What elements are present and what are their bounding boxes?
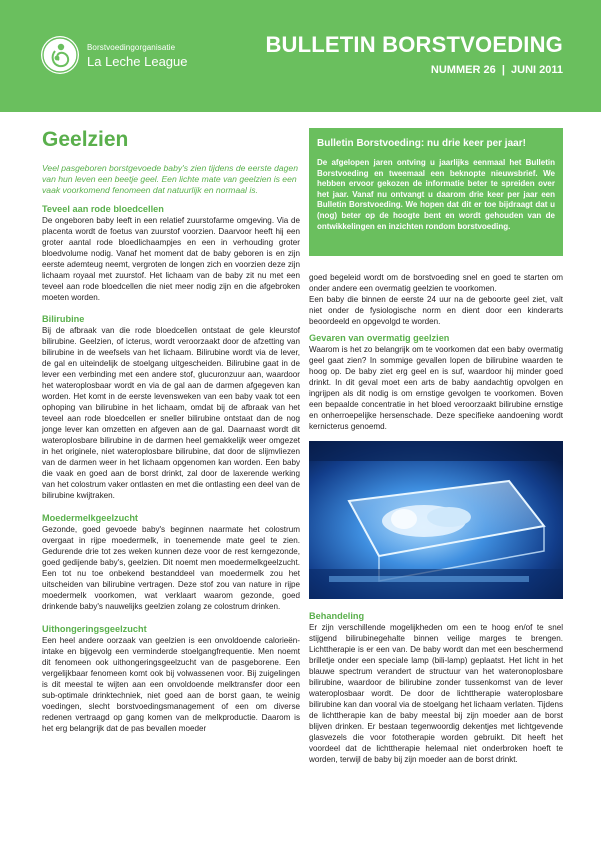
- bulletin-issue: NUMMER 26 | JUNI 2011: [430, 64, 563, 76]
- org-name: La Leche League: [87, 54, 188, 69]
- text-gevaren: Waarom is het zo belangrijk om te voorkomen dat een baby overmatig geel gaat zien? In sommige gevallen lopen de bilirubine waarden te hoog op. De baby ziet erg geel en is suf, waardoor hij minder goed drinkt. In dit geval moet een arts de baby aandachtig opvolgen en ingrijpen als dit nodig is om ernstige gevolgen te voorkomen. Boven een bepaalde concentratie in het bloed veroorzaakt bilirubine ernstige en onherroepelijke hersenschade. Deze specifieke aandoening wordt kernicterus genoemd.: [309, 345, 563, 431]
- heading-rode-bloedcellen: Teveel aan rode bloedcellen: [42, 204, 164, 214]
- text-vervolg-2: Een baby die binnen de eerste 24 uur na de geboorte geel ziet, valt niet onder de fysiologische norm en dient door een kinderarts beoordeeld en opgevolgd te worden.: [309, 295, 563, 326]
- bulletin-title: BULLETIN BORSTVOEDING: [265, 32, 563, 57]
- announcement-text: De afgelopen jaren ontving u jaarlijks eenmaal het Bulletin Borstvoeding en tweemaal een beknopte nieuwsbrief. We hebben ervoor gekozen de informatie beter te spreiden over het jaar. Vanaf nu ontvangt u daarom drie keer per jaar een Bulletin Borstvoeding. We hopen dat dit er toe bijdraagt dat u (nog) beter op de hoogte bent en wordt gehouden van de ontwikkelingen en inzichten rondom borstvoeding.: [317, 158, 555, 231]
- heading-uithongeringsgeelzucht: Uithongeringsgeelzucht: [42, 624, 147, 634]
- heading-behandeling: Behandeling: [309, 611, 365, 621]
- announcement-title: Bulletin Borstvoeding: nu drie keer per jaar!: [317, 138, 526, 149]
- page-header: [0, 0, 601, 112]
- left-column: [42, 128, 300, 734]
- article-title: Geelzien: [42, 128, 129, 151]
- heading-bilirubine: Bilirubine: [42, 314, 85, 324]
- heading-moedermelkgeelzucht: Moedermelkgeelzucht: [42, 513, 138, 523]
- baby-under-blue-phototherapy-lamp-image: [309, 441, 563, 599]
- heading-gevaren: Gevaren van overmatig geelzien: [309, 333, 450, 343]
- text-moedermelkgeelzucht: Gezonde, goed gevoede baby's beginnen naarmate het colostrum overgaat in rijpe moedermelk, in toenemende mate geel te zien. Gedurende drie tot zes weken kunnen deze voor de rest kerngezonde, goed gedijende baby's, geelzien. Dit noemt men moedermelkgeelzucht. Een tot nu toe onbekend bestanddeel van moedermelk zou het uitscheiden van bilirubine vertragen. Deze stof zou van nature in rijpe moedermelk voorkomen, wat verklaart waarom gezonde, goed drinkende baby's nauwelijks geelzien zolang ze colostrum drinken.: [42, 525, 300, 611]
- article-intro: Veel pasgeboren borstgevoede baby's zien tijdens de eerste dagen van hun leven een beetje geel. Een lichte mate van geelzien is een vaak voorkomend fenomeen dat natuurlijk en normaal is.: [42, 163, 298, 195]
- text-bilirubine: Bij de afbraak van die rode bloedcellen ontstaat de gele kleurstof bilirubine. Geelzien, of icterus, wordt veroorzaakt door de afzetting van bilirubine in de weefsels van het lichaam. Bilirubine wordt via de lever, de gal en uiteindelijk de stoelgang uitgescheiden. Bilirubine gaat in de lever een verbinding met een andere stof, glucuronzuur aan, waardoor het wateroplosbaar wordt en via de gal aan de darmen afgegeven kan worden. Het komt in de eerste levensweken van een baby vaak tot een ophoping van bilirubine in het lichaam, omdat bij de afbraak van het teveel aan rode bloedcellen er sneller bilirubine ontstaat dan de nog jonge lever kan omzetten en afgeven aan de gal. Daarnaast wordt dit wateroplosbare bilirubine in de darmen heel gemakkelijk weer omgezet in het originele, niet wateroplosbare bilirubine, dat door de slijmvliezen van de darmen weer in het lichaam opgenomen kan worden. Een baby die vaak en goed aan de borst drinkt, zal door de laxerende werking van het colostrum vaker ontlasten en met die ontlasting een deel van de bilirubine kwijtraken.: [42, 326, 300, 500]
- text-uithongeringsgeelzucht: Een heel andere oorzaak van geelzien is een onvoldoende calorieën-intake en bijgevolg een verminderde stoelgangfrequentie. Men noemt dit fenomeen ook uithongeringsgeelzucht van de pasgeborene. Een vergelijkbaar fenomeen komt ook bij volwassenen voor. Bij zuigelingen is dit meestal te wijten aan een onvoldoende melktransfer door een sub-optimale drinktechniek, niet goed aan de borst gaan, te weinig voedingen, slecht borstvoedingsmanagement of een om diverse redenen vertraagd op gang komen van de melkproductie. Daarom is het erg belangrijk dat de pas bevallen moeder: [42, 636, 300, 733]
- org-subtitle: Borstvoedingorganisatie: [87, 43, 176, 52]
- text-behandeling: Er zijn verschillende mogelijkheden om een te hoog en/of te snel stijgend bilirubinegehalte binnen veilige marges te brengen. Lichttherapie is er een van. De baby wordt dan met een beschermend brilletje onder een speciale lamp (bili-lamp) geplaatst. Het licht in het blauwe spectrum verandert de structuur van het wateronoplosbare bilirubine, waardoor de bilirubine zonder tussenkomst van de lever wateroplosbaar wordt. De door de lichttherapie wateroplosbare bilirubine kan dan vooral via de stoelgang het lichaam verlaten. Tijdens de lichttherapie kan de baby meestal bij zijn moeder aan de borst blijven drinken. Er bestaan tegenwoordig dekentjes met lichtgevende glasvezels die voor fototherapie worden gebruikt. Dit heeft het voordeel dat de lichttherapie helemaal niet onderbroken hoeft te worden, terwijl de baby bij zijn moeder aan de borst drinkt.: [309, 623, 563, 764]
- announcement-box: [309, 128, 563, 256]
- text-rode-bloedcellen: De ongeboren baby leeft in een relatief zuurstofarme omgeving. Via de placenta wordt de foetus van zuurstof voorzien. Daarvoor heeft hij een groter aantal rode bloedlichaampjes en een in verhouding groter bloedvolume nodig. Vanaf het moment dat de baby geboren is en zijn eerste ademteug neemt, vergroten de longen zich en voorzien deze zijn lichaam royaal met zuurstof. Het lichaam van de baby zit nu met een teveel aan rode bloedcellen die niet meer nodig zijn en die afgebroken moeten worden.: [42, 216, 300, 302]
- text-vervolg-1: goed begeleid wordt om de borstvoeding snel en goed te starten om onder andere een overmatig geelzien te voorkomen.: [309, 273, 563, 293]
- right-column: [309, 272, 563, 765]
- phototherapy-photo: [309, 441, 563, 599]
- mother-and-child-logo-icon: [41, 36, 79, 74]
